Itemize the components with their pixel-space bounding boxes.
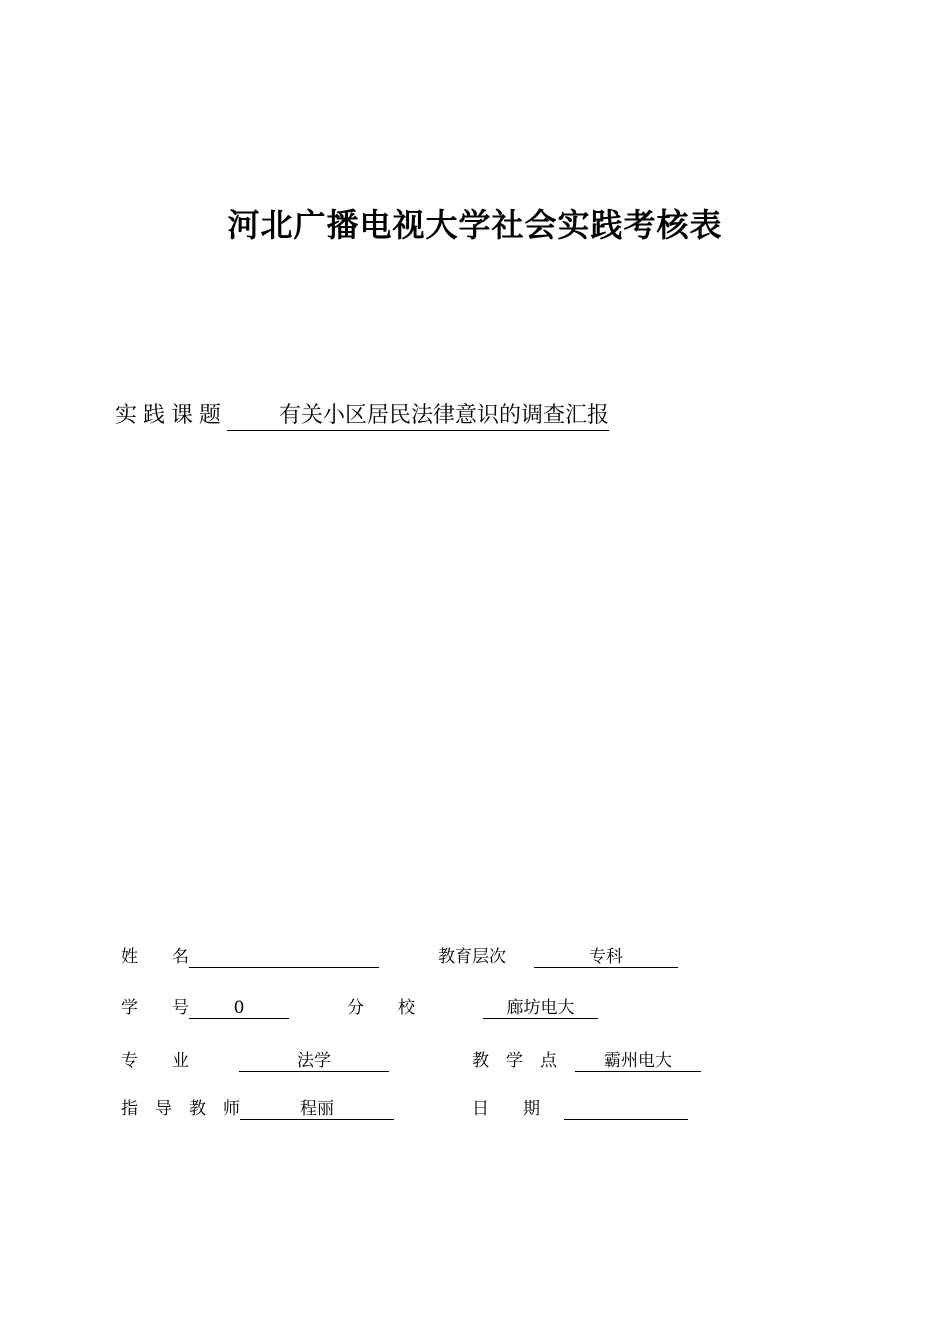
name-value: [189, 946, 379, 968]
major-field: [121, 1050, 389, 1072]
date-value: [564, 1098, 688, 1120]
topic-label: 实践课题: [115, 403, 228, 428]
name-field: [121, 946, 379, 968]
major-label: 专 业: [121, 1051, 189, 1071]
date-label: 日 期: [472, 1099, 540, 1119]
education-level-label: 教育层次: [438, 947, 506, 967]
teaching-point-field: [472, 1050, 701, 1072]
advisor-field: [121, 1098, 394, 1120]
topic-row: [115, 398, 609, 431]
form-title: 河北广播电视大学社会实践考核表: [227, 206, 723, 244]
student-id-label: 学 号: [121, 998, 189, 1018]
advisor-value: 程丽: [240, 1098, 394, 1120]
branch-school-value: 廊坊电大: [483, 997, 598, 1019]
student-id-value: 0: [189, 997, 289, 1019]
topic-value: 有关小区居民法律意识的调查汇报: [227, 402, 609, 431]
branch-school-label: 分 校: [347, 998, 415, 1018]
date-field: [472, 1098, 688, 1120]
student-id-field: [121, 997, 289, 1019]
education-level-value: 专科: [534, 946, 678, 968]
advisor-label: 指 导 教 师: [121, 1099, 240, 1119]
branch-school-field: [347, 997, 598, 1019]
teaching-point-value: 霸州电大: [575, 1050, 701, 1072]
education-level-field: [438, 946, 678, 968]
name-label: 姓 名: [121, 947, 189, 967]
teaching-point-label: 教 学 点: [472, 1051, 557, 1071]
major-value: 法学: [239, 1050, 389, 1072]
